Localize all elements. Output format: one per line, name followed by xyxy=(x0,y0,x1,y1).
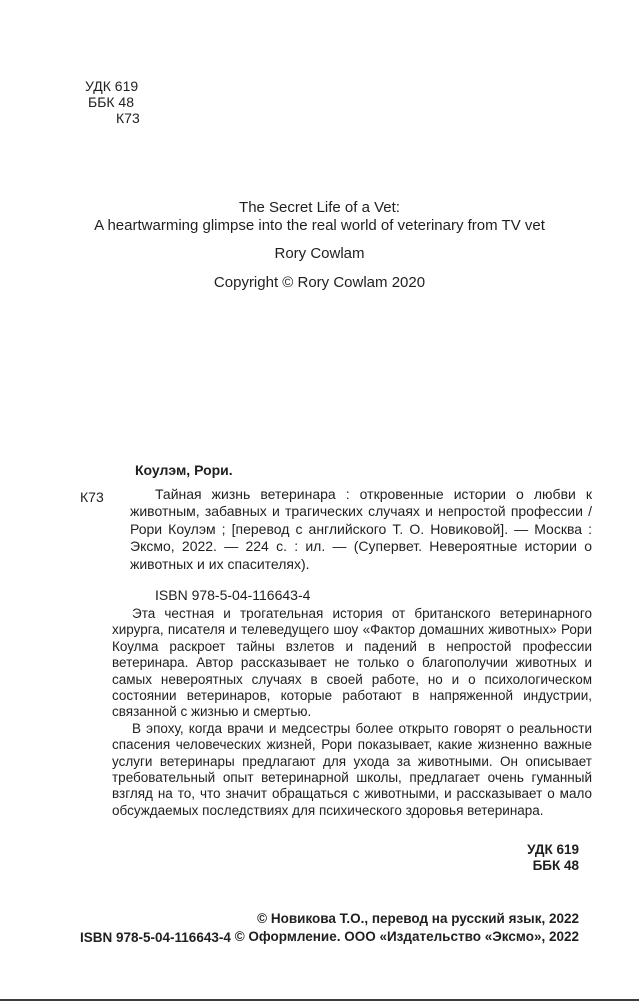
original-subtitle: A heartwarming glimpse into the real world of veterinary from TV vet xyxy=(94,217,545,234)
bbk-code-top: ББК 48 xyxy=(88,94,134,110)
top-bibliographic-codes xyxy=(85,78,140,126)
bbk-code-bottom: ББК 48 xyxy=(532,858,579,873)
udk-code-bottom: УДК 619 xyxy=(527,842,579,857)
udk-code-top: УДК 619 xyxy=(85,78,139,94)
catalog-description: Тайная жизнь ветеринара : откровенные истории о любви к животным, забавных и трагических случаях и непростой профессии / Рори Коулэм ; [перевод с английского Т. О. Новиковой]. — Москва : Эксмо, 2022. — 224 с. : ил. — (Супервет. Невероятные истории о животных и их спасителях). xyxy=(130,485,592,572)
author-sign-code-top: К73 xyxy=(116,110,140,126)
catalog-card xyxy=(130,462,592,605)
original-copyright: Copyright © Rory Cowlam 2020 xyxy=(213,274,426,291)
original-title: The Secret Life of a Vet: xyxy=(239,199,400,216)
catalog-author-heading: Коулэм, Рори. xyxy=(135,462,233,478)
annotation-paragraph-1: Эта честная и трогательная история от британского ветеринарного хирурга, писателя и телеведущего шоу «Фактор домашних животных» Рори Коулма раскроет тайны взлетов и падений в непростой профессии ветеринара. Автор рассказывает не только о благополучии животных и самых невероятных случаях в своей работе, но и о психологическом состоянии ветеринаров, которые работают в напряженной индустрии, связанной с жизнью и смертью. xyxy=(112,606,592,720)
copyright-publisher: © Оформление. ООО «Издательство «Эксмо», 2022 xyxy=(234,928,579,944)
copyright-notices xyxy=(235,910,579,945)
catalog-isbn: ISBN 978-5-04-116643-4 xyxy=(155,587,311,603)
annotation-paragraph-2: В эпоху, когда врачи и медсестры более открыто говорят о реальности спасения человеческих жизней, Рори показывает, какие жизненно важные услуги ветеринары предлагают для ухода за животными. Он описывает требовательный опыт ветеринарной школы, предлагает очень гуманный взгляд на то, что значит обращаться с животными, и рассказывает о мало обсуждаемых последствиях для психического здоровья ветеринара. xyxy=(112,720,592,818)
annotation-block xyxy=(112,606,592,819)
bottom-imprint-row xyxy=(80,910,579,945)
footer-bibliographic-codes xyxy=(527,842,579,874)
copyright-translation: © Новикова Т.О., перевод на русский язык, 2022 xyxy=(257,911,579,926)
catalog-margin-code: К73 xyxy=(80,489,104,505)
isbn-bottom: ISBN 978-5-04-116643-4 xyxy=(80,930,231,945)
original-title-block xyxy=(0,199,639,292)
original-author: Rory Cowlam xyxy=(274,245,365,262)
